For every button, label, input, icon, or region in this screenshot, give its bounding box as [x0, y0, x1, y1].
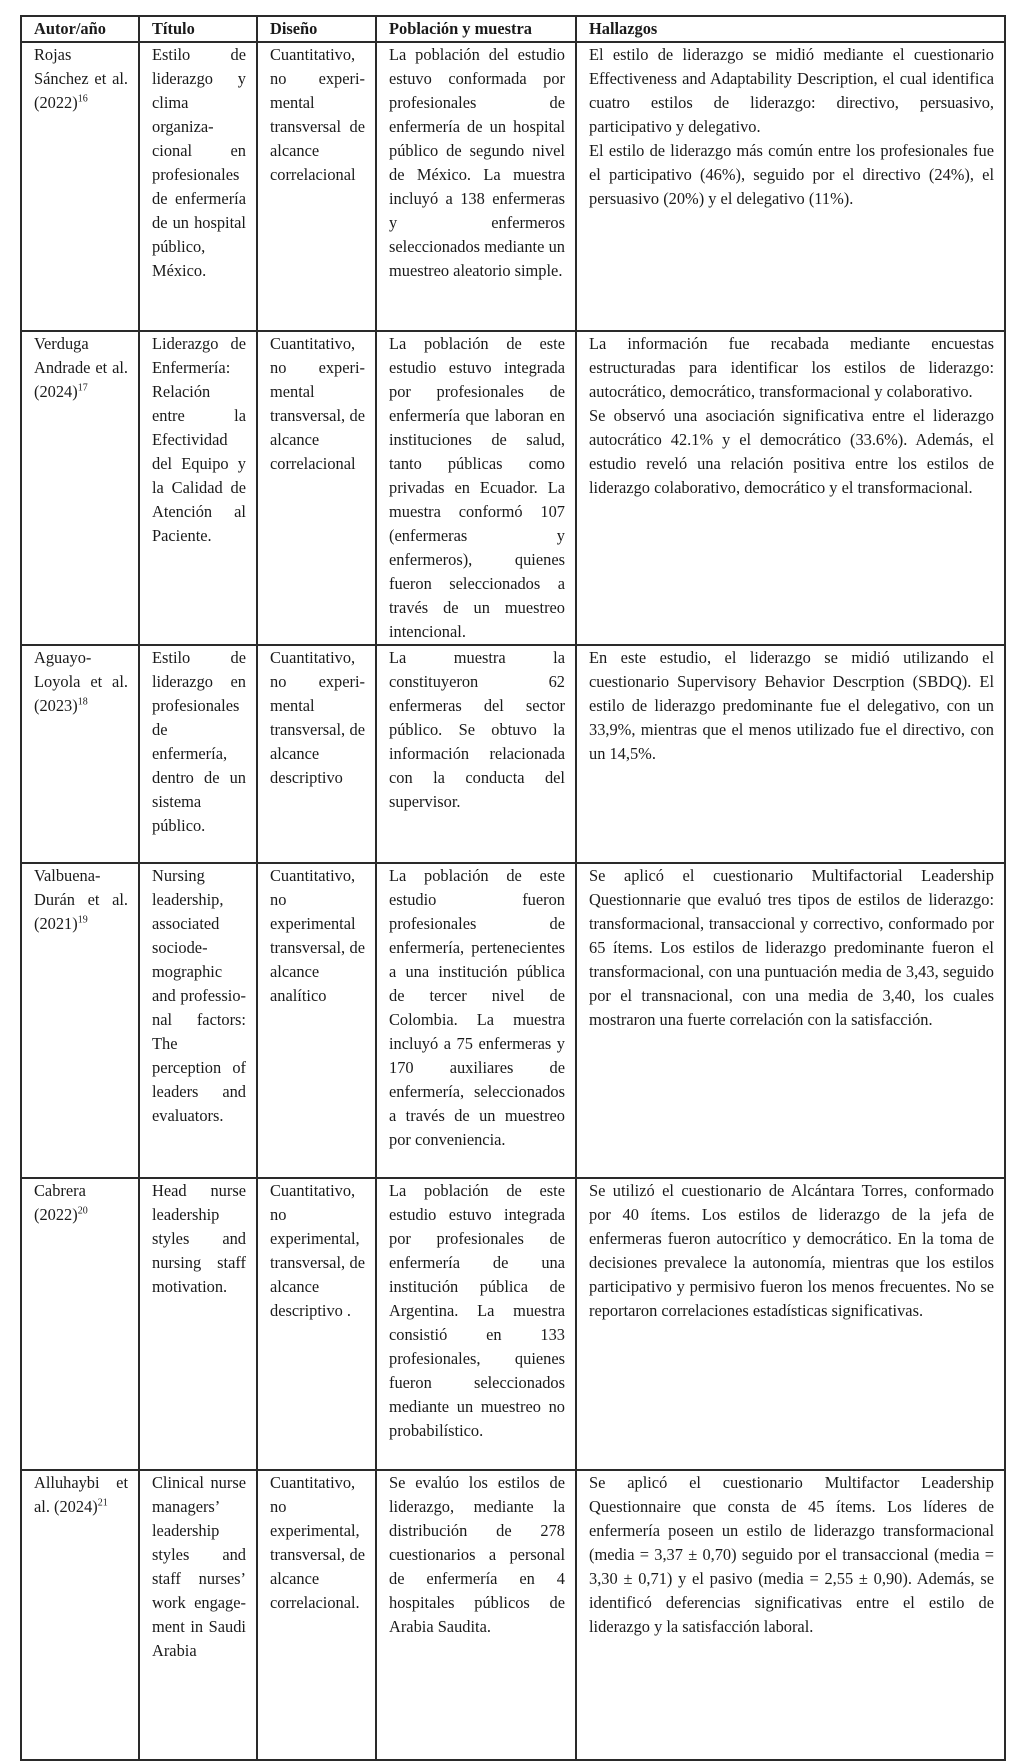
reference-number: 16: [77, 93, 88, 105]
findings-paragraph: Se utilizó el cuestionario de Alcántara Torres, conformado por 40 ítems. Los estilos de liderazgo de la jefa de enfermeras fueron autocrítico y democrático. En la toma de decisiones prevalece la autonomía, mientras que los estilos participativo y permisivo fueron los menos frecuentes. No se reportaron correlaciones estadísticas significativas.: [589, 1181, 994, 1320]
author-text: Aguayo-Loyola et al. (2023): [34, 648, 128, 715]
author-text: Alluhaybi et al. (2024): [34, 1473, 128, 1516]
author-text: Valbuena-Durán et al. (2021): [34, 866, 128, 933]
findings-paragraph: Se observó una asociación significativa entre el liderazgo autocrático 42.1% y el democrático (33.6%). Además, el estudio reveló una relación positiva entre los estilos de liderazgo colaborativo, democrático y el transformacional.: [589, 406, 994, 497]
cell-title: Clinical nurse managers’ leadership styles and staff nurses’ work engagement in Saudi Arabia: [139, 1470, 257, 1760]
cell-findings: [576, 1470, 1005, 1760]
table-row: [21, 1470, 1005, 1760]
findings-paragraph: Se aplicó el cuestionario Multifactor Leadership Questionnaire que consta de 45 ítems. Los líderes de enfermería poseen un estilo de liderazgo transformacional (media = 3,37 ± 0,70) seguido por el transaccional (media = 3,30 ± 0,71) y el pasivo (media = 2,55 ± 0,90). Además, se identificó deferencias significativas entre el estilo de liderazgo y la satisfacción laboral.: [589, 1473, 994, 1636]
cell-population: La población del estudio estuvo conformada por profesionales de enfermería de un hospital público de segundo nivel de México. La muestra incluyó a 138 enfermeras y enfermeros seleccionados mediante un muestreo aleatorio simple.: [376, 42, 576, 331]
header-design: Diseño: [257, 16, 376, 42]
table-row: [21, 42, 1005, 331]
cell-population: La población de este estudio estuvo integrada por profesionales de enfermería de una institución pública de Argentina. La muestra consistió en 133 profesionales, quienes fueron seleccionados mediante un muestreo no probabilístico.: [376, 1178, 576, 1470]
header-row: [21, 16, 1005, 42]
header-title: Título: [139, 16, 257, 42]
reference-number: 18: [77, 696, 88, 708]
author-text: Verduga Andrade et al. (2024): [34, 334, 128, 401]
cell-design: Cuantitativo, no experimental, transversal, de alcance correlacional.: [257, 1470, 376, 1760]
literature-review-page: [20, 15, 1004, 1761]
cell-findings: [576, 1178, 1005, 1470]
cell-findings: [576, 645, 1005, 863]
cell-author: [21, 645, 139, 863]
reference-number: 20: [77, 1205, 88, 1217]
table-header: [21, 16, 1005, 42]
cell-title: Estilo de liderazgo en profesionales de enfermería, dentro de un sistema público.: [139, 645, 257, 863]
cell-author: [21, 1470, 139, 1760]
cell-design: Cuantitativo, no experimental transversal, de alcance analítico: [257, 863, 376, 1178]
cell-author: [21, 863, 139, 1178]
cell-findings: [576, 863, 1005, 1178]
findings-paragraph: El estilo de liderazgo más común entre los profesionales fue el participativo (46%), seguido por el directivo (24%), el persuasivo (20%) y el delegativo (11%).: [589, 141, 994, 208]
cell-design: Cuantitativo, no experimental, transversal, de alcance descriptivo .: [257, 1178, 376, 1470]
table-row: [21, 645, 1005, 863]
cell-population: Se evalúo los estilos de liderazgo, mediante la distribución de 278 cuestionarios a personal de enfermería en 4 hospitales públicos de Arabia Saudita.: [376, 1470, 576, 1760]
table-row: [21, 1178, 1005, 1470]
findings-paragraph: El estilo de liderazgo se midió mediante el cuestionario Effectiveness and Adaptability Description, el cual identifica cuatro estilos de liderazgo: directivo, persuasivo, participativo y delegativo.: [589, 45, 994, 136]
cell-title: Liderazgo de Enfermería: Relación entre la Efectividad del Equipo y la Calidad de Atención al Paciente.: [139, 331, 257, 645]
header-findings: Hallazgos: [576, 16, 1005, 42]
cell-title: Estilo de liderazgo y clima organizacional en profesionales de enfermería de un hospital público, México.: [139, 42, 257, 331]
cell-design: Cuantitativo, no experimental transversal de alcance correlacional: [257, 42, 376, 331]
reference-number: 17: [77, 382, 88, 394]
table-body: [21, 42, 1005, 1760]
cell-author: [21, 331, 139, 645]
cell-design: Cuantitativo, no experimental transversal, de alcance descriptivo: [257, 645, 376, 863]
cell-population: La muestra la constituyeron 62 enfermeras del sector público. Se obtuvo la información relacionada con la conducta del supervisor.: [376, 645, 576, 863]
cell-findings: [576, 42, 1005, 331]
findings-paragraph: En este estudio, el liderazgo se midió utilizando el cuestionario Supervisory Behavior Descrption (SBDQ). El estilo de liderazgo predominante fue el delegativo, con un 33,9%, mientras que el menos utilizado fue el directivo, con un 14,5%.: [589, 648, 994, 763]
findings-paragraph: La información fue recabada mediante encuestas estructuradas para identificar los estilos de liderazgo: autocrático, democrático, transformacional y colaborativo.: [589, 334, 994, 401]
header-population-sample: Población y muestra: [376, 16, 576, 42]
cell-findings: [576, 331, 1005, 645]
reference-number: 19: [77, 914, 88, 926]
cell-population: La población de este estudio estuvo integrada por profesionales de enfermería que laboran en instituciones de salud, tanto públicas como privadas en Ecuador. La muestra conformó 107 (enfermeras y enfermeros), quienes fueron seleccionados a través de un muestreo intencional.: [376, 331, 576, 645]
reference-number: 21: [97, 1497, 108, 1509]
table-row: [21, 863, 1005, 1178]
header-author-year: Autor/año: [21, 16, 139, 42]
cell-title: Nursing leadership, associated sociodemographic and professional factors: The perception of leaders and evaluators.: [139, 863, 257, 1178]
author-text: Rojas Sánchez et al. (2022): [34, 45, 128, 112]
author-text: Cabrera (2022): [34, 1181, 86, 1224]
table-row: [21, 331, 1005, 645]
cell-population: La población de este estudio fueron profesionales de enfermería, pertenecientes a una institución pública de tercer nivel de Colombia. La muestra incluyó a 75 enfermeras y 170 auxiliares de enfermería, seleccionados a través de un muestreo por conveniencia.: [376, 863, 576, 1178]
findings-paragraph: Se aplicó el cuestionario Multifactorial Leadership Questionnarie que evaluó tres tipos de estilos de liderazgo: transformacional, transaccional y correctivo, conformado por 65 ítems. Los estilos de liderazgo predominante fueron el transformacional, con una puntuación media de 3,43, seguido por el transnacional, con una media de 3,40, los cuales mostraron una fuerte correlación con la satisfacción.: [589, 866, 994, 1029]
cell-design: Cuantitativo, no experimental transversal, de alcance correlacional: [257, 331, 376, 645]
cell-title: Head nurse leadership styles and nursing staff motivation.: [139, 1178, 257, 1470]
cell-author: [21, 1178, 139, 1470]
literature-review-table: [20, 15, 1006, 1761]
cell-author: [21, 42, 139, 331]
